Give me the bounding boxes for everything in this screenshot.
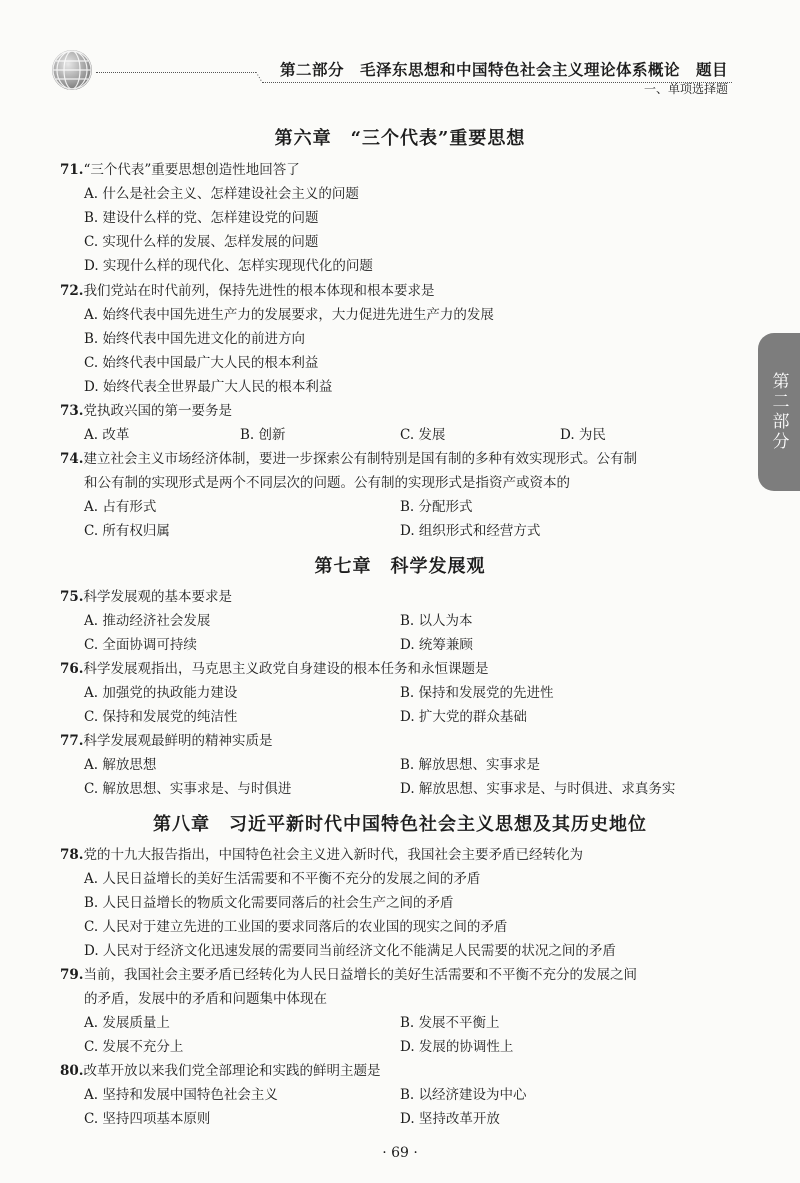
option-b: B. 人民日益增长的物质文化需要同落后的社会生产之间的矛盾: [84, 895, 454, 911]
option-c: C. 人民对于建立先进的工业国的要求同落后的农业国的现实之间的矛盾: [84, 919, 508, 935]
option-d: D. 人民对于经济文化迅速发展的需要同当前经济文化不能满足人民需要的状况之间的矛盾: [84, 943, 616, 959]
option-c: C. 发展不充分上: [84, 1039, 184, 1055]
question-number: 80.: [60, 1063, 84, 1079]
question-text: 党执政兴国的第一要务是: [83, 403, 232, 419]
chapter-7-title: 第七章 科学发展观: [314, 556, 486, 577]
option-b: B. 分配形式: [400, 499, 473, 515]
question-text: 我们党站在时代前列，保持先进性的根本体现和根本要求是: [83, 283, 435, 299]
question-77: [60, 732, 273, 750]
option-a: A. 占有形式: [84, 499, 157, 515]
option-a: A. 推动经济社会发展: [84, 613, 211, 629]
option-b: B. 创新: [240, 427, 286, 443]
question-76: [60, 660, 489, 678]
option-d: D. 为民: [560, 427, 606, 443]
question-text: 科学发展观指出，马克思主义政党自身建设的根本任务和永恒课题是: [83, 661, 489, 677]
question-text: 党的十九大报告指出，中国特色社会主义进入新时代，我国社会主要矛盾已经转化为: [83, 847, 583, 863]
question-number: 74.: [60, 451, 84, 467]
option-d: D. 发展的协调性上: [400, 1039, 514, 1055]
question-number: 77.: [60, 733, 84, 749]
question-number: 75.: [60, 589, 84, 605]
question-number: 71.: [60, 162, 84, 178]
option-d: D. 实现什么样的现代化、怎样实现现代化的问题: [84, 258, 373, 274]
chapter-8-title: 第八章 习近平新时代中国特色社会主义思想及其历史地位: [153, 814, 647, 835]
option-c: C. 保持和发展党的纯洁性: [84, 709, 238, 725]
option-d: D. 解放思想、实事求是、与时俱进、求真务实: [400, 781, 676, 797]
header-subtitle: 一、单项选择题: [643, 82, 728, 96]
question-78: [60, 846, 583, 864]
side-section-tab: 第二部分: [758, 333, 800, 491]
chapter-6-title: 第六章 “三个代表”重要思想: [274, 128, 526, 149]
question-74-continued: 和公有制的实现形式是两个不同层次的问题。公有制的实现形式是指资产或资本的: [84, 475, 570, 491]
question-text: 科学发展观最鲜明的精神实质是: [83, 733, 273, 749]
option-c: C. 所有权归属: [84, 523, 170, 539]
option-c: C. 始终代表中国最广大人民的根本利益: [84, 355, 319, 371]
globe-icon: [52, 50, 92, 90]
page-number: · 69 ·: [382, 1145, 418, 1161]
question-79-continued: 的矛盾，发展中的矛盾和问题集中体现在: [84, 991, 327, 1007]
question-number: 79.: [60, 967, 84, 983]
question-text: 当前，我国社会主要矛盾已经转化为人民日益增长的美好生活需要和不平衡不充分的发展之间: [83, 967, 637, 983]
option-a: A. 加强党的执政能力建设: [84, 685, 238, 701]
option-b: B. 解放思想、实事求是: [400, 757, 541, 773]
question-79: [60, 966, 637, 984]
question-number: 72.: [60, 283, 84, 299]
option-c: C. 坚持四项基本原则: [84, 1111, 211, 1127]
option-a: A. 解放思想: [84, 757, 157, 773]
option-a: A. 发展质量上: [84, 1015, 170, 1031]
question-text: 建立社会主义市场经济体制，要进一步探索公有制特别是国有制的多种有效实现形式。公有制: [83, 451, 637, 467]
option-d: D. 坚持改革开放: [400, 1111, 500, 1127]
option-c: C. 解放思想、实事求是、与时俱进: [84, 781, 292, 797]
option-b: B. 建设什么样的党、怎样建设党的问题: [84, 210, 319, 226]
question-80: [60, 1062, 381, 1080]
header-rule-step: [256, 72, 270, 82]
option-d: D. 统筹兼顾: [400, 637, 473, 653]
page-header: [0, 0, 800, 110]
header-rule-left: [96, 72, 256, 73]
option-a: A. 改革: [84, 427, 130, 443]
question-number: 73.: [60, 403, 84, 419]
option-c: C. 发展: [400, 427, 446, 443]
option-d: D. 组织形式和经营方式: [400, 523, 541, 539]
option-a: A. 坚持和发展中国特色社会主义: [84, 1087, 278, 1103]
option-b: B. 发展不平衡上: [400, 1015, 500, 1031]
question-73: [60, 402, 232, 420]
question-text: “三个代表”重要思想创造性地回答了: [83, 162, 300, 178]
option-b: B. 以人为本: [400, 613, 473, 629]
header-title: 第二部分 毛泽东思想和中国特色社会主义理论体系概论 题目: [279, 61, 728, 79]
option-a: A. 什么是社会主义、怎样建设社会主义的问题: [84, 186, 359, 202]
question-72: [60, 282, 435, 300]
question-text: 改革开放以来我们党全部理论和实践的鲜明主题是: [83, 1063, 381, 1079]
question-75: [60, 588, 232, 606]
question-number: 76.: [60, 661, 84, 677]
option-d: D. 扩大党的群众基础: [400, 709, 527, 725]
option-a: A. 人民日益增长的美好生活需要和不平衡不充分的发展之间的矛盾: [84, 871, 481, 887]
option-b: B. 始终代表中国先进文化的前进方向: [84, 331, 306, 347]
option-c: C. 实现什么样的发展、怎样发展的问题: [84, 234, 319, 250]
option-b: B. 保持和发展党的先进性: [400, 685, 554, 701]
question-74: [60, 450, 637, 468]
option-d: D. 始终代表全世界最广大人民的根本利益: [84, 379, 333, 395]
question-number: 78.: [60, 847, 84, 863]
option-a: A. 始终代表中国先进生产力的发展要求，大力促进先进生产力的发展: [84, 307, 494, 323]
option-b: B. 以经济建设为中心: [400, 1087, 527, 1103]
option-c: C. 全面协调可持续: [84, 637, 197, 653]
question-text: 科学发展观的基本要求是: [83, 589, 232, 605]
question-71: [60, 161, 300, 179]
